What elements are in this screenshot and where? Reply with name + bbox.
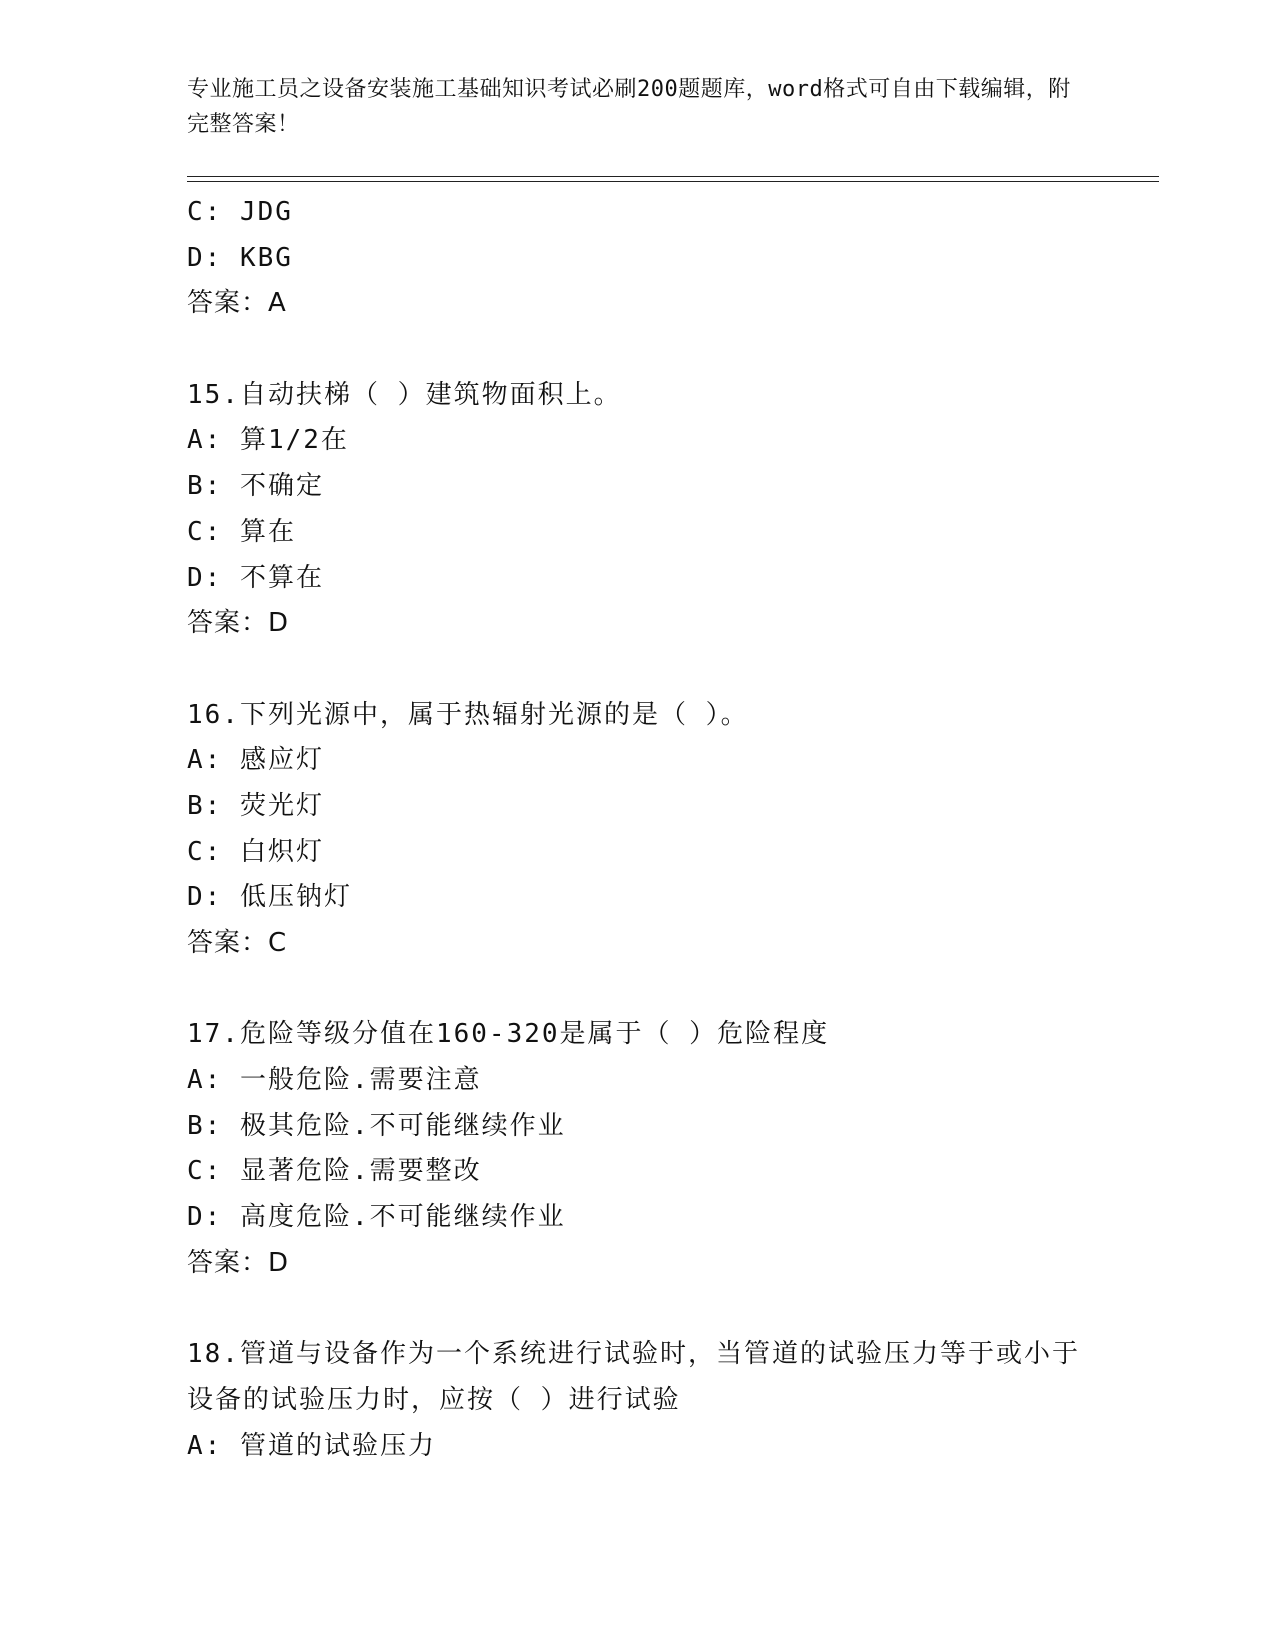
question-16 <box>187 693 1087 967</box>
answer: 答案：C <box>187 928 288 958</box>
answer: 答案：A <box>187 288 287 319</box>
header-divider-bottom <box>187 181 1159 182</box>
option-a: A: 一般危险.需要注意 <box>187 1065 482 1096</box>
option-a: A: 算1/2在 <box>187 425 349 456</box>
option-d: D: 高度危险.不可能继续作业 <box>187 1202 566 1233</box>
prev-question-tail <box>187 190 1087 327</box>
option-b: B: 荧光灯 <box>187 790 324 821</box>
option-d: D: 不算在 <box>187 562 324 593</box>
option-a: A: 管道的试验压力 <box>187 1430 436 1461</box>
question-stem: 18.管道与设备作为一个系统进行试验时，当管道的试验压力等于或小于设备的试验压力时，应按（ ）进行试验 <box>187 1339 1080 1415</box>
option-c: C: JDG <box>187 197 293 227</box>
option-c: C: 算在 <box>187 516 296 547</box>
option-b: B: 极其危险.不可能继续作业 <box>187 1110 566 1141</box>
question-15 <box>187 373 1087 647</box>
option-c: C: 显著危险.需要整改 <box>187 1156 482 1187</box>
question-stem: 17.危险等级分值在160-320是属于（ ）危险程度 <box>187 1019 830 1050</box>
question-stem: 15.自动扶梯（ ）建筑物面积上。 <box>187 379 622 410</box>
answer: 答案：D <box>187 1247 290 1278</box>
option-d: D: 低压钠灯 <box>187 882 352 913</box>
option-b: B: 不确定 <box>187 471 324 502</box>
option-a: A: 感应灯 <box>187 745 324 776</box>
document-header: 专业施工员之设备安装施工基础知识考试必刷200题题库，word格式可自由下载编辑，附完整答案！ <box>187 77 1071 137</box>
option-d: D: KBG <box>187 242 293 273</box>
question-list <box>187 190 1087 1469</box>
option-c: C: 白炽灯 <box>187 836 324 867</box>
question-17 <box>187 1012 1087 1286</box>
header-divider-top <box>187 176 1159 177</box>
question-stem: 16.下列光源中，属于热辐射光源的是（ ）。 <box>187 699 749 730</box>
question-18 <box>187 1332 1087 1469</box>
answer: 答案：D <box>187 608 290 639</box>
